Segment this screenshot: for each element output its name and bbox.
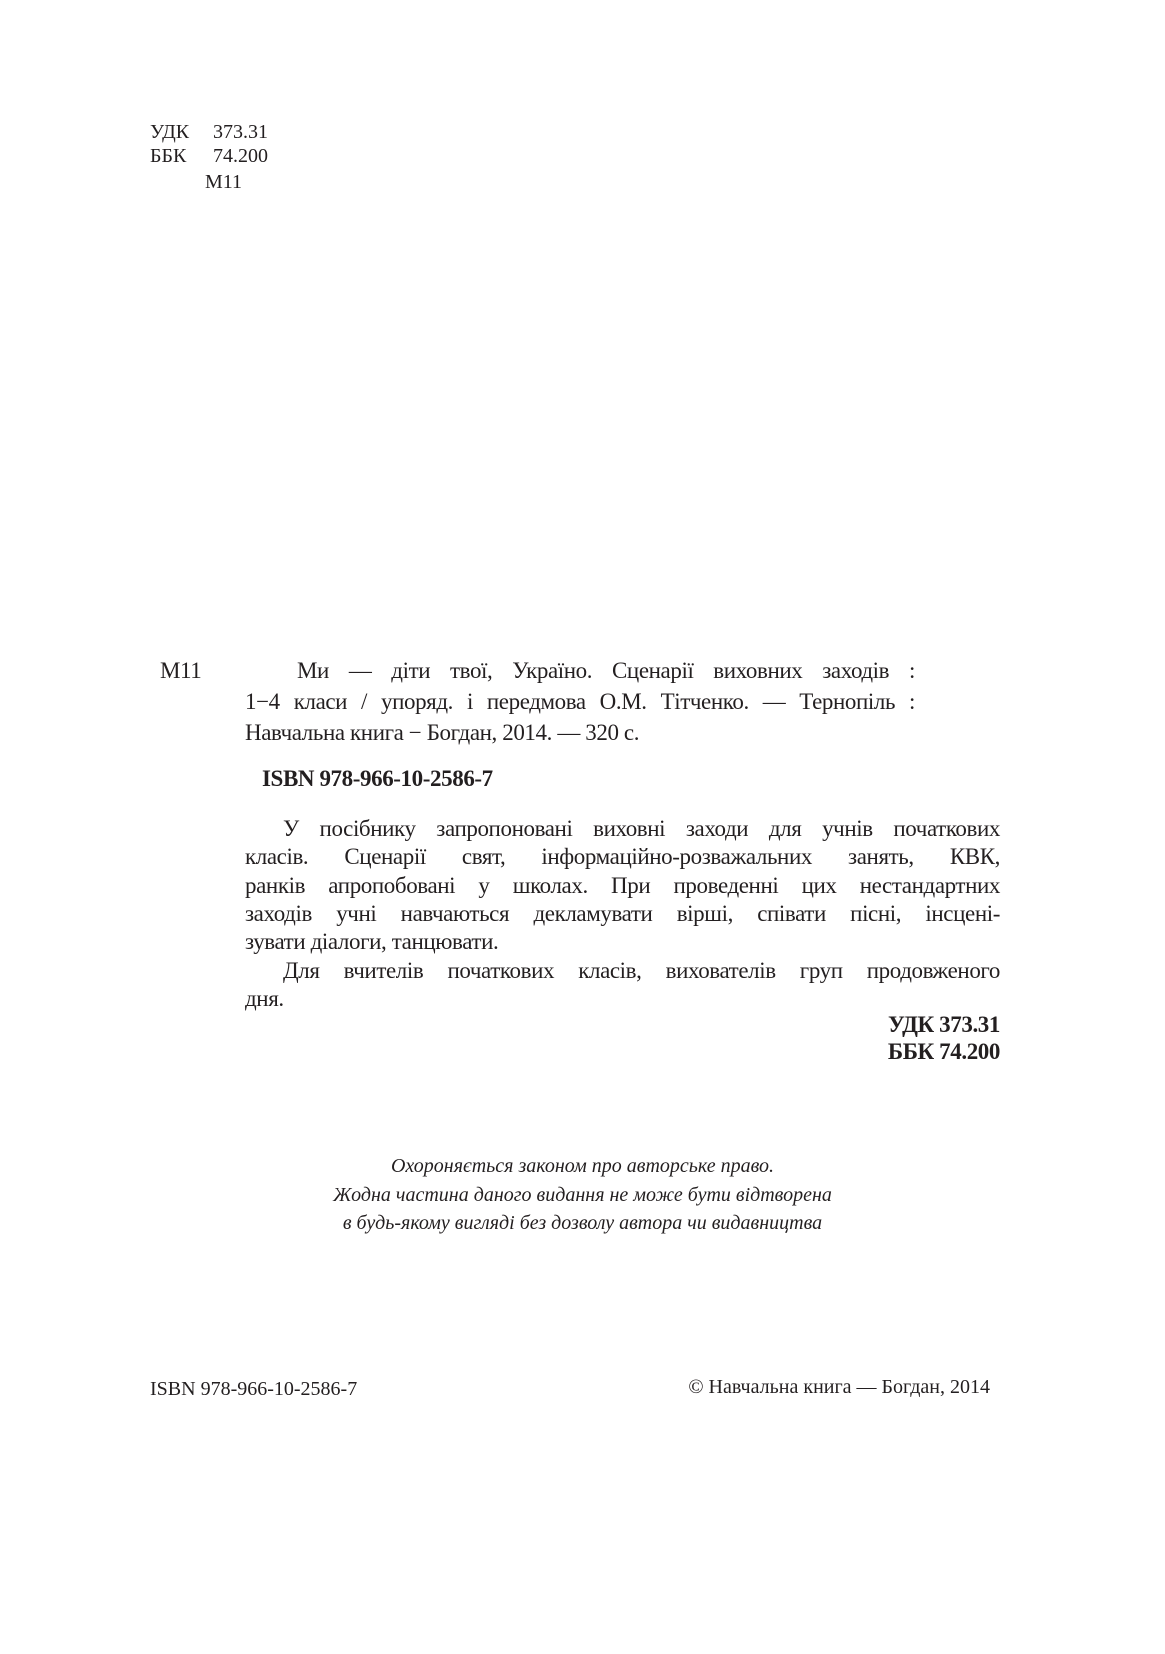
notice-line: Охороняється законом про авторське право. — [390, 1155, 775, 1177]
record-author-mark: М11 — [160, 658, 202, 683]
record-udk: УДК 373.31 — [887, 1012, 1000, 1037]
notice-line: в будь-якому вигляді без дозволу автора чи видавництва — [342, 1212, 823, 1234]
annotation-line: зувати діалоги, танцювати. — [245, 929, 499, 954]
record-isbn: ISBN 978-966-10-2586-7 — [262, 766, 493, 791]
udk-value: 373.31 — [213, 121, 268, 143]
record-bbk: ББК 74.200 — [887, 1039, 1000, 1064]
footer-isbn: ISBN 978-966-10-2586-7 — [150, 1378, 358, 1400]
notice-line: Жодна частина даного видання не може бути відтворена — [333, 1184, 832, 1206]
footer-copyright: © Навчальна книга — Богдан, 2014 — [688, 1376, 990, 1398]
annotation-line: Для вчителів початкових класів, вихователів груп продовженого — [283, 958, 1000, 983]
record-line: 1−4 класи / упоряд. і передмова О.М. Тітченко. — Тернопіль : — [245, 689, 915, 714]
author-mark: М11 — [205, 171, 243, 193]
annotation-line: У посібнику запропоновані виховні заходи для учнів початкових — [283, 816, 1000, 841]
annotation-line: дня. — [245, 986, 284, 1011]
record-line: Навчальна книга − Богдан, 2014. — 320 с. — [245, 720, 640, 745]
udk-label: УДК — [150, 121, 190, 143]
record-line: Ми — діти твої, Україно. Сценарії виховних заходів : — [297, 658, 915, 683]
bbk-value: 74.200 — [213, 145, 268, 167]
bbk-label: ББК — [150, 145, 187, 167]
annotation-line: класів. Сценарії свят, інформаційно-розважальних занять, КВК, — [245, 844, 1000, 869]
annotation-line: заходів учні навчаються декламувати вірші, співати пісні, інсцені- — [245, 901, 1000, 926]
annotation-line: ранків апропобовані у школах. При проведенні цих нестандартних — [245, 873, 1000, 898]
